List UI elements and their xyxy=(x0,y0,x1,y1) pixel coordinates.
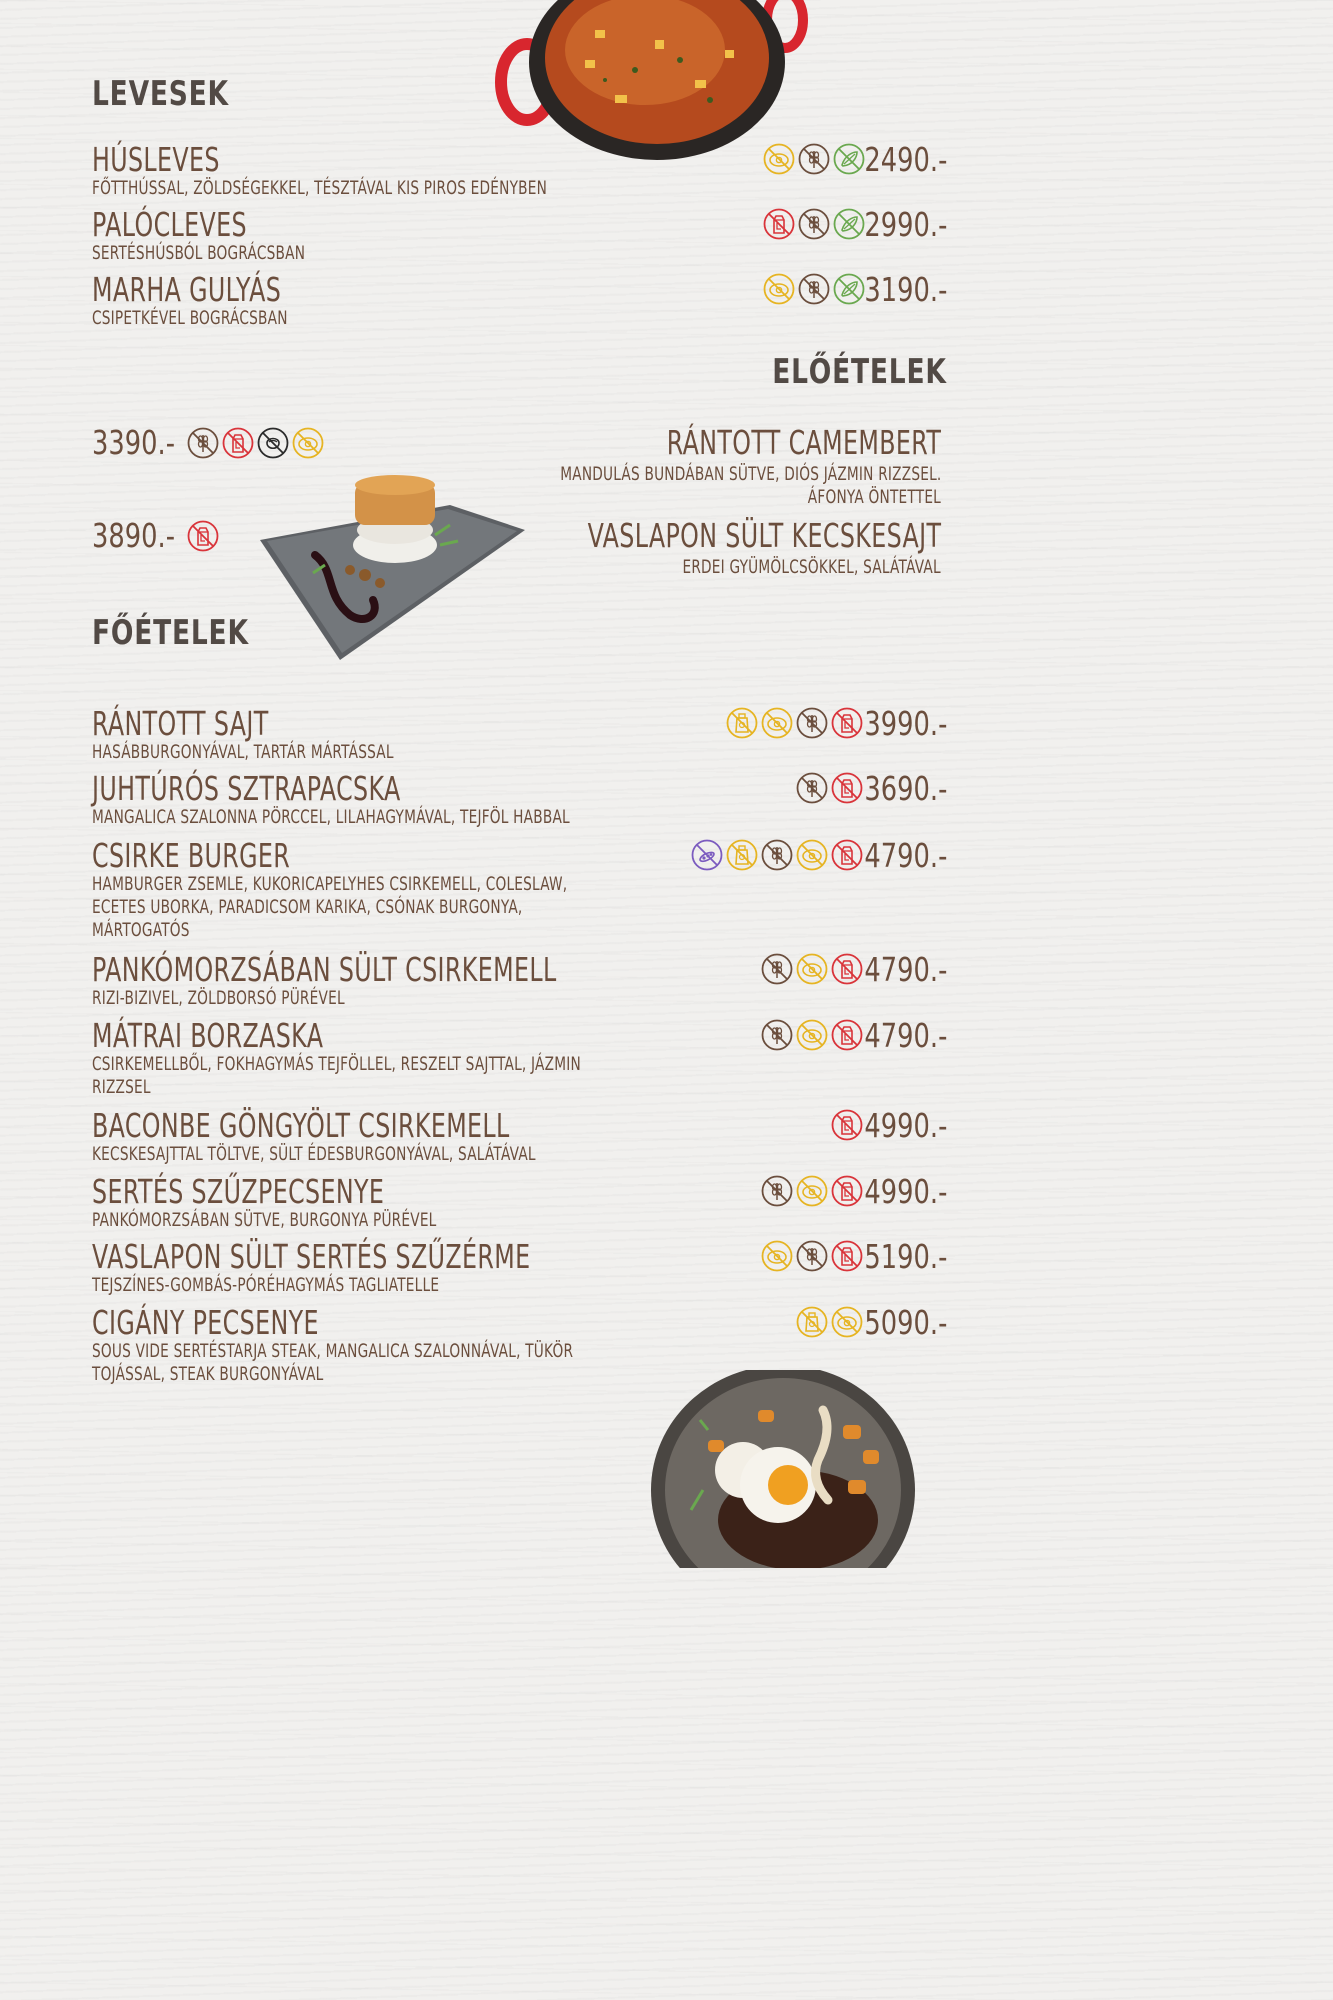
item-description: FŐTTHÚSSAL, ZÖLDSÉGEKKEL, TÉSZTÁVAL KIS PIROS EDÉNYBEN xyxy=(92,177,548,199)
item-description: SERTÉSHÚSBÓL BOGRÁCSBAN xyxy=(92,242,306,264)
vegetarian-free-icon xyxy=(833,273,865,305)
egg-free-icon xyxy=(761,707,793,739)
item-name: CIGÁNY PECSENYE xyxy=(92,1303,319,1342)
lactose-free-icon xyxy=(831,1019,863,1051)
item-description: MÁRTOGATÓS xyxy=(92,919,190,941)
allergen-icons xyxy=(726,707,863,739)
allergen-icons xyxy=(831,1109,863,1141)
lactose-free-icon xyxy=(831,953,863,985)
egg-free-icon xyxy=(796,1019,828,1051)
egg-free-icon xyxy=(763,143,795,175)
item-description: HAMBURGER ZSEMLE, KUKORICAPELYHES CSIRKEMELL, COLESLAW, xyxy=(92,873,568,895)
item-name: CSIRKE BURGER xyxy=(92,836,291,875)
nut-free-icon xyxy=(257,427,289,459)
lactose-free-icon xyxy=(831,1109,863,1141)
allergen-icons xyxy=(761,1175,863,1207)
gluten-free-icon xyxy=(187,427,219,459)
allergen-icons xyxy=(796,772,863,804)
item-price: 3390.- xyxy=(92,423,175,462)
allergen-icons xyxy=(763,273,865,305)
item-name: HÚSLEVES xyxy=(92,140,220,179)
item-price: 5090.- xyxy=(864,1303,947,1342)
egg-free-icon xyxy=(831,1306,863,1338)
item-name: VASLAPON SÜLT SERTÉS SZŰZÉRME xyxy=(92,1237,531,1276)
section-title-levesek: LEVESEK xyxy=(92,74,229,114)
lactose-free-icon xyxy=(222,427,254,459)
gluten-free-icon xyxy=(798,143,830,175)
item-description: RIZI-BIZIVEL, ZÖLDBORSÓ PÜRÉVEL xyxy=(92,987,345,1009)
item-price: 3990.- xyxy=(864,704,947,743)
camembert-plate-image xyxy=(255,475,530,665)
item-price: 3690.- xyxy=(864,769,947,808)
item-name: JUHTÚRÓS SZTRAPACSKA xyxy=(92,769,401,808)
item-description: CSIRKEMELLBŐL, FOKHAGYMÁS TEJFÖLLEL, RESZELT SAJTTAL, JÁZMIN xyxy=(92,1053,581,1075)
vegetarian-free-icon xyxy=(833,143,865,175)
section-title-foetelek: FŐÉTELEK xyxy=(92,613,249,653)
item-description: ERDEI GYÜMÖLCSÖKKEL, SALÁTÁVAL xyxy=(682,556,941,578)
allergen-icons xyxy=(763,208,865,240)
item-name: SERTÉS SZŰZPECSENYE xyxy=(92,1172,385,1211)
item-name: PANKÓMORZSÁBAN SÜLT CSIRKEMELL xyxy=(92,950,557,989)
item-description: MANGALICA SZALONNA PÖRCCEL, LILAHAGYMÁVAL, TEJFÖL HABBAL xyxy=(92,806,570,828)
lactose-free-icon xyxy=(187,520,219,552)
item-name: MARHA GULYÁS xyxy=(92,270,282,309)
item-description: MANDULÁS BUNDÁBAN SÜTVE, DIÓS JÁZMIN RIZZSEL. xyxy=(559,463,941,485)
gluten-free-icon xyxy=(798,273,830,305)
item-name: PALÓCLEVES xyxy=(92,205,247,244)
allergen-icons xyxy=(763,143,865,175)
item-price: 4990.- xyxy=(864,1106,947,1145)
soup-pot-image xyxy=(495,0,810,160)
item-price: 4790.- xyxy=(864,1016,947,1055)
gluten-free-icon xyxy=(761,839,793,871)
egg-free-icon xyxy=(763,273,795,305)
item-price: 3890.- xyxy=(92,516,175,555)
item-price: 4990.- xyxy=(864,1172,947,1211)
item-description: TEJSZÍNES-GOMBÁS-PÓRÉHAGYMÁS TAGLIATELLE xyxy=(92,1274,440,1296)
item-description: CSIPETKÉVEL BOGRÁCSBAN xyxy=(92,307,288,329)
allergen-icons xyxy=(761,1240,863,1272)
item-price: 4790.- xyxy=(864,836,947,875)
gluten-free-icon xyxy=(796,1240,828,1272)
egg-free-icon xyxy=(796,953,828,985)
gluten-free-icon xyxy=(761,953,793,985)
item-price: 4790.- xyxy=(864,950,947,989)
item-price: 3190.- xyxy=(864,270,947,309)
item-name: RÁNTOTT CAMEMBERT xyxy=(666,423,941,462)
item-description: PANKÓMORZSÁBAN SÜTVE, BURGONYA PÜRÉVEL xyxy=(92,1209,437,1231)
lactose-free-icon xyxy=(831,772,863,804)
gluten-free-icon xyxy=(796,772,828,804)
mustard-free-icon xyxy=(726,707,758,739)
section-title-eloetelek: ELŐÉTELEK xyxy=(772,352,947,392)
allergen-icons xyxy=(187,520,219,552)
allergen-icons xyxy=(761,1019,863,1051)
egg-free-icon xyxy=(292,427,324,459)
soy-free-icon xyxy=(691,839,723,871)
item-description: HASÁBBURGONYÁVAL, TARTÁR MÁRTÁSSAL xyxy=(92,741,394,763)
item-price: 5190.- xyxy=(864,1237,947,1276)
steak-plate-image xyxy=(648,1370,918,1568)
item-description: KECSKESAJTTAL TÖLTVE, SÜLT ÉDESBURGONYÁVAL, SALÁTÁVAL xyxy=(92,1143,536,1165)
item-description: ÁFONYA ÖNTETTEL xyxy=(807,486,941,508)
allergen-icons xyxy=(691,839,863,871)
mustard-free-icon xyxy=(726,839,758,871)
gluten-free-icon xyxy=(761,1019,793,1051)
item-name: VASLAPON SÜLT KECSKESAJT xyxy=(587,516,941,555)
item-name: BACONBE GÖNGYÖLT CSIRKEMELL xyxy=(92,1106,510,1145)
egg-free-icon xyxy=(796,1175,828,1207)
item-description: ECETES UBORKA, PARADICSOM KARIKA, CSÓNAK BURGONYA, xyxy=(92,896,523,918)
allergen-icons xyxy=(796,1306,863,1338)
lactose-free-icon xyxy=(831,1175,863,1207)
lactose-free-icon xyxy=(763,208,795,240)
egg-free-icon xyxy=(796,839,828,871)
egg-free-icon xyxy=(761,1240,793,1272)
lactose-free-icon xyxy=(831,839,863,871)
item-price: 2490.- xyxy=(864,140,947,179)
item-description: TOJÁSSAL, STEAK BURGONYÁVAL xyxy=(92,1363,324,1385)
item-name: MÁTRAI BORZASKA xyxy=(92,1016,324,1055)
item-price: 2990.- xyxy=(864,205,947,244)
item-description: RIZZSEL xyxy=(92,1076,151,1098)
vegetarian-free-icon xyxy=(833,208,865,240)
gluten-free-icon xyxy=(796,707,828,739)
allergen-icons xyxy=(761,953,863,985)
mustard-free-icon xyxy=(796,1306,828,1338)
gluten-free-icon xyxy=(761,1175,793,1207)
item-description: SOUS VIDE SERTÉSTARJA STEAK, MANGALICA SZALONNÁVAL, TÜKÖR xyxy=(92,1340,574,1362)
gluten-free-icon xyxy=(798,208,830,240)
lactose-free-icon xyxy=(831,707,863,739)
lactose-free-icon xyxy=(831,1240,863,1272)
item-name: RÁNTOTT SAJT xyxy=(92,704,269,743)
allergen-icons xyxy=(187,427,324,459)
